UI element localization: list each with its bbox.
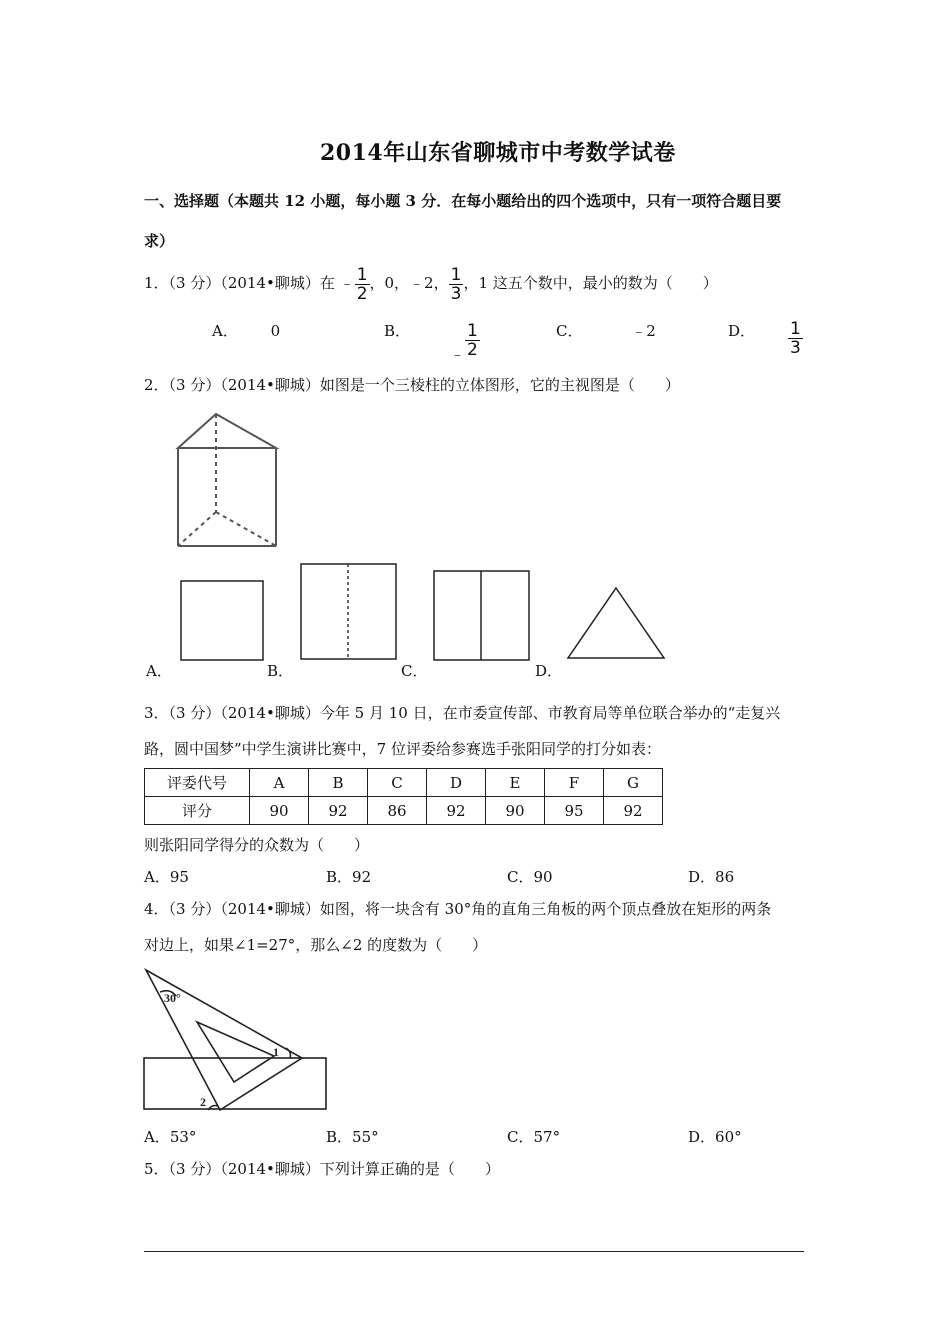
table-cell: 86: [368, 797, 427, 825]
table-cell: 90: [250, 797, 309, 825]
question-3-line1: 3．（3 分）（2014•聊城）今年 5 月 10 日，在市委宣传部、市教育局等单位联合举办的“走复兴: [144, 704, 781, 722]
question-3-line2: 路，圆中国梦”中学生演讲比赛中，7 位评委给参赛选手张阳同学的打分如表：: [144, 740, 661, 758]
table-cell: B: [309, 769, 368, 797]
section-heading-line2: 求）: [144, 232, 175, 250]
question-4-line1: 4．（3 分）（2014•聊城）如图，将一块含有 30°角的直角三角板的两个顶点叠放在矩形的两条: [144, 900, 772, 918]
q1-option-d-value: $\frac{1}{3}$: [790, 319, 801, 358]
table-cell: 92: [309, 797, 368, 825]
table-cell: 90: [486, 797, 545, 825]
q1-option-d-label[interactable]: D．: [728, 322, 756, 340]
table-cell: E: [486, 769, 545, 797]
q2-option-c[interactable]: C．: [401, 662, 428, 680]
q2-option-b[interactable]: B．: [267, 662, 294, 680]
table-cell: G: [604, 769, 663, 797]
table-row: [145, 797, 663, 825]
q1-suffix: ，1 这五个数中，最小的数为（ ）: [463, 274, 718, 292]
table-cell: D: [427, 769, 486, 797]
q4-option-a[interactable]: A．53°: [144, 1128, 197, 1146]
q3-option-d[interactable]: D．86: [688, 868, 735, 886]
q4-option-b[interactable]: B．55°: [326, 1128, 379, 1146]
q1-neg: ﹣: [339, 274, 355, 292]
angle-30-label: 30°: [164, 991, 181, 1005]
table-cell: 评分: [145, 797, 250, 825]
angle-1-label: 1: [273, 1045, 279, 1059]
q1-option-c[interactable]: C． ﹣2: [556, 322, 656, 340]
footer-divider: [144, 1251, 804, 1252]
q3-option-a[interactable]: A．95: [144, 868, 189, 886]
q1-prefix: 1．（3 分）（2014•聊城）在: [144, 274, 335, 292]
score-table: [144, 768, 663, 825]
table-cell: C: [368, 769, 427, 797]
q4-option-d[interactable]: D．60°: [688, 1128, 742, 1146]
question-4-line2: 对边上，如果∠1=27°，那么∠2 的度数为（ ）: [144, 936, 488, 954]
q1-option-a[interactable]: A． 0: [212, 322, 281, 340]
q1-option-b-label[interactable]: B．: [384, 322, 411, 340]
section-heading-line1: 一、选择题（本题共 12 小题，每小题 3 分．在每小题给出的四个选项中，只有一项符合题目要: [144, 192, 782, 210]
page-title: 2014年山东省聊城市中考数学试卷: [320, 140, 676, 166]
table-cell: F: [545, 769, 604, 797]
q1-option-b-value: ﹣ $\frac{1}{2}$: [450, 321, 478, 363]
question-1: [144, 262, 718, 304]
q4-option-c[interactable]: C．57°: [507, 1128, 561, 1146]
question-2: 2．（3 分）（2014•聊城）如图是一个三棱柱的立体图形，它的主视图是（ ）: [144, 376, 680, 394]
table-cell: 92: [427, 797, 486, 825]
prism-figure: [172, 408, 282, 558]
table-cell: 评委代号: [145, 769, 250, 797]
question-3-prompt: 则张阳同学得分的众数为（ ）: [144, 836, 370, 854]
question-5: 5．（3 分）（2014•聊城）下列计算正确的是（ ）: [144, 1160, 500, 1178]
angle-2-label: 2: [200, 1095, 206, 1109]
table-cell: 95: [545, 797, 604, 825]
table-header-row: [145, 769, 663, 797]
q3-option-b[interactable]: B．92: [326, 868, 372, 886]
q2-option-d-shape: [566, 585, 668, 661]
q1-fraction-1: $\frac{1}{2}$: [356, 264, 368, 304]
q2-option-a[interactable]: A．: [146, 662, 172, 680]
q2-option-c-shape: [433, 570, 531, 662]
q2-option-a-shape: [180, 580, 266, 662]
q3-option-c[interactable]: C．90: [507, 868, 553, 886]
q2-option-d[interactable]: D．: [535, 662, 563, 680]
q1-fraction-2: $\frac{1}{3}$: [450, 264, 462, 304]
table-cell: 92: [604, 797, 663, 825]
q1-mid: ，0，﹣2，: [369, 274, 449, 292]
q2-option-b-shape: [300, 563, 398, 661]
triangle-ruler-figure: [142, 966, 332, 1114]
table-cell: A: [250, 769, 309, 797]
